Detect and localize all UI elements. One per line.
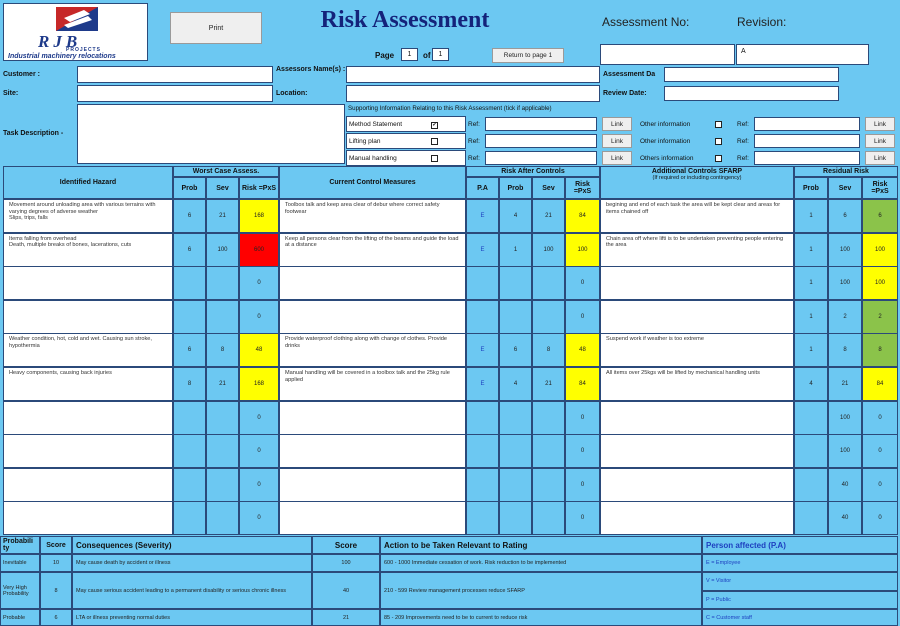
prob-after-value: 1 (499, 233, 532, 267)
supporting-item-label: Manual handling (346, 150, 466, 166)
residual-risk-value: 0 (862, 468, 898, 502)
page-label: Page (375, 51, 395, 60)
link-button[interactable]: Link (602, 134, 632, 148)
residual-risk-value: 0 (862, 501, 898, 535)
legend-score2: 21 (312, 609, 380, 626)
legend-score: 10 (40, 554, 72, 572)
residual-sev-value: 100 (828, 266, 862, 300)
ref-input[interactable] (754, 151, 860, 165)
additional-controls-cell[interactable]: Chain area off where lifti is to be undertaken preventing people entering the area (600, 233, 794, 267)
risk-value: 168 (239, 199, 279, 233)
link-button[interactable]: Link (602, 151, 632, 165)
residual-sev-value: 8 (828, 333, 862, 367)
residual-risk-value: 2 (862, 300, 898, 334)
customer-label: Customer : (3, 71, 40, 78)
assessment-date-input[interactable] (664, 67, 839, 82)
prob-value (173, 401, 206, 435)
supporting-checkbox[interactable] (715, 138, 722, 147)
residual-prob-value: 4 (794, 367, 828, 401)
prob-value (173, 434, 206, 468)
print-button[interactable]: Print (170, 12, 262, 44)
person-affected-value (466, 468, 499, 502)
logo-sub: PROJECTS (66, 47, 101, 53)
residual-prob-value: 1 (794, 199, 828, 233)
page-input[interactable]: 1 (401, 48, 418, 61)
header-additional-controls (600, 166, 794, 199)
residual-prob-value: 1 (794, 333, 828, 367)
sev-after-value (532, 468, 565, 502)
of-input[interactable]: 1 (432, 48, 449, 61)
legend-person: E = Employee (702, 554, 898, 572)
sev-value: 100 (206, 233, 239, 267)
task-description-label: Task Description - (3, 130, 64, 137)
header-risk-after: Risk After Controls (466, 166, 600, 177)
residual-sev-value: 100 (828, 233, 862, 267)
sev-value (206, 266, 239, 300)
legend-person: V = Visitor (702, 572, 898, 591)
assessors-input[interactable] (346, 66, 600, 83)
legend-consequence: May cause death by accident or illness (72, 554, 312, 572)
control-measures-cell[interactable]: Keep all persons clear from the lifting of the beams and guide the load at a distance (279, 233, 466, 267)
header-current-controls: Current Control Measures (279, 166, 466, 199)
hazard-cell[interactable] (3, 434, 173, 468)
checkbox-mark (715, 155, 722, 162)
residual-sev-value: 40 (828, 468, 862, 502)
control-measures-cell[interactable] (279, 434, 466, 468)
checkbox-mark (431, 155, 438, 162)
link-button[interactable]: Link (865, 134, 895, 148)
header-worst-case: Worst Case Assess. (173, 166, 279, 177)
supporting-checkbox[interactable] (715, 155, 722, 164)
person-affected-value: E (466, 233, 499, 267)
control-measures-cell[interactable] (279, 468, 466, 502)
residual-sev-value: 40 (828, 501, 862, 535)
checkbox-mark: ✔ (432, 122, 437, 128)
additional-controls-cell[interactable]: All items over 25kgs will be lifted by mechanical handling units (600, 367, 794, 401)
ref-label: Ref: (468, 155, 480, 162)
additional-controls-title: Additional Controls SFARP (651, 168, 743, 175)
risk-after-value: 100 (565, 233, 600, 267)
sev-after-value: 21 (532, 367, 565, 401)
residual-prob-value: 1 (794, 300, 828, 334)
hazard-cell[interactable]: Movement around unloading area with various terrains with varying degrees of adverse weather Slips, trips, falls (3, 199, 173, 233)
residual-sev-value: 100 (828, 434, 862, 468)
supporting-item-label: Method Statement (346, 116, 466, 132)
person-affected-value (466, 266, 499, 300)
prob-value: 6 (173, 333, 206, 367)
sev-after-value (532, 401, 565, 435)
additional-controls-cell[interactable]: begining and end of each task the area will be kept clear and areas for items chained off (600, 199, 794, 233)
residual-sev-value: 21 (828, 367, 862, 401)
person-affected-value: E (466, 367, 499, 401)
header-residual-risk: Residual Risk (794, 166, 898, 177)
assessment-no-label: Assessment No: (602, 15, 690, 29)
sev-after-value: 100 (532, 233, 565, 267)
link-button[interactable]: Link (865, 117, 895, 131)
ref-input[interactable] (485, 151, 597, 165)
additional-controls-cell[interactable] (600, 468, 794, 502)
legend-action: 85 - 209 Improvements need to be to current to reduce risk (380, 609, 702, 626)
ref-label: Ref: (737, 121, 749, 128)
hazard-cell[interactable]: Weather condition, hot, cold and wet. Causing sun stroke, hypothermia (3, 333, 173, 367)
person-affected-value (466, 401, 499, 435)
legend-consequence: May cause serious accident leading to a permanent disability or serious chronic illness (72, 572, 312, 609)
additional-controls-cell[interactable] (600, 434, 794, 468)
control-measures-cell[interactable] (279, 266, 466, 300)
person-affected-value (466, 501, 499, 535)
supporting-item-label: Other information (640, 121, 691, 128)
location-label: Location: (276, 90, 308, 97)
ref-label: Ref: (468, 138, 480, 145)
supporting-item-label: Others information (640, 155, 694, 162)
site-label: Site: (3, 90, 19, 97)
legend-probability: Very High Probability (0, 572, 40, 609)
ref-input[interactable] (485, 134, 597, 148)
ref-input[interactable] (485, 117, 597, 131)
risk-value: 168 (239, 367, 279, 401)
control-measures-cell[interactable]: Manual handling will be covered in a toolbox talk and the 25kg rule applied (279, 367, 466, 401)
hazard-cell[interactable] (3, 401, 173, 435)
legend-header-person: Person affected (P.A) (702, 536, 898, 554)
link-button[interactable]: Link (865, 151, 895, 165)
legend-header-consequences: Consequences (Severity) (72, 536, 312, 554)
legend-person: C = Customer staff (702, 609, 898, 626)
ref-label: Ref: (737, 155, 749, 162)
risk-value: 0 (239, 401, 279, 435)
risk-value: 0 (239, 468, 279, 502)
header-sev: Sev (532, 177, 565, 199)
prob-after-value (499, 266, 532, 300)
control-measures-cell[interactable]: Toolbox talk and keep area clear of debur where correct safety footwear (279, 199, 466, 233)
residual-risk-value: 8 (862, 333, 898, 367)
header-pa: P.A (466, 177, 499, 199)
checkbox-mark (715, 121, 722, 128)
hazard-cell[interactable] (3, 468, 173, 502)
prob-value (173, 501, 206, 535)
supporting-checkbox[interactable] (715, 121, 722, 130)
legend-score2: 40 (312, 572, 380, 609)
control-measures-cell[interactable] (279, 501, 466, 535)
legend-score: 6 (40, 609, 72, 626)
prob-value: 6 (173, 199, 206, 233)
hazard-cell[interactable] (3, 501, 173, 535)
additional-controls-subtitle: (If required or including contingency) (652, 175, 742, 181)
supporting-info-label: Supporting Information Relating to this Risk Assessment (tick if applicable) (348, 105, 552, 112)
legend-score2: 100 (312, 554, 380, 572)
supporting-checkbox[interactable] (431, 138, 438, 147)
hazard-cell[interactable] (3, 300, 173, 334)
prob-after-value: 4 (499, 367, 532, 401)
risk-after-value: 0 (565, 401, 600, 435)
residual-risk-value: 100 (862, 233, 898, 267)
ref-label: Ref: (737, 138, 749, 145)
revision-input[interactable]: A (736, 44, 869, 65)
prob-value (173, 266, 206, 300)
residual-risk-value: 0 (862, 434, 898, 468)
supporting-item-label: Lifting plan (346, 133, 466, 149)
legend-score: 8 (40, 572, 72, 609)
assessment-no-input[interactable] (600, 44, 735, 65)
risk-after-value: 84 (565, 199, 600, 233)
risk-after-value: 0 (565, 501, 600, 535)
risk-after-value: 0 (565, 300, 600, 334)
prob-after-value: 6 (499, 333, 532, 367)
sev-value (206, 401, 239, 435)
page-title: Risk Assessment (320, 7, 490, 33)
residual-prob-value (794, 434, 828, 468)
sev-after-value (532, 501, 565, 535)
residual-risk-value: 0 (862, 401, 898, 435)
risk-value: 0 (239, 434, 279, 468)
prob-after-value (499, 501, 532, 535)
residual-prob-value (794, 501, 828, 535)
prob-value (173, 300, 206, 334)
sev-after-value (532, 266, 565, 300)
header-prob: Prob (173, 177, 206, 199)
additional-controls-cell[interactable] (600, 300, 794, 334)
sev-value: 21 (206, 199, 239, 233)
sev-after-value: 21 (532, 199, 565, 233)
person-affected-value (466, 434, 499, 468)
risk-value: 0 (239, 501, 279, 535)
sev-value (206, 434, 239, 468)
flag-logo-icon (4, 4, 149, 34)
residual-risk-value: 84 (862, 367, 898, 401)
risk-after-value: 48 (565, 333, 600, 367)
legend-probability: Inevitable (0, 554, 40, 572)
legend-consequence: LTA or illness preventing normal duties (72, 609, 312, 626)
prob-after-value (499, 401, 532, 435)
person-affected-value (466, 300, 499, 334)
prob-value (173, 468, 206, 502)
sev-value (206, 468, 239, 502)
residual-sev-value: 6 (828, 199, 862, 233)
ref-input[interactable] (754, 134, 860, 148)
logo-text: RJB (38, 32, 82, 51)
header-prob: Prob (499, 177, 532, 199)
sev-value: 8 (206, 333, 239, 367)
risk-value: 0 (239, 266, 279, 300)
sev-value (206, 300, 239, 334)
additional-controls-cell[interactable] (600, 266, 794, 300)
prob-value: 6 (173, 233, 206, 267)
revision-label: Revision: (737, 15, 787, 29)
person-affected-value: E (466, 333, 499, 367)
additional-controls-cell[interactable]: Suspend work if weather is too extreme (600, 333, 794, 367)
review-date-label: Review Date: (603, 90, 647, 97)
hazard-cell[interactable]: Items falling from overhead Death, multiple breaks of bones, lacerations, cuts (3, 233, 173, 267)
sev-after-value: 8 (532, 333, 565, 367)
checkbox-mark (715, 138, 722, 145)
ref-input[interactable] (754, 117, 860, 131)
header-sev: Sev (828, 177, 862, 199)
location-input[interactable] (346, 85, 600, 102)
risk-value: 48 (239, 333, 279, 367)
ref-label: Ref: (468, 121, 480, 128)
residual-risk-value: 100 (862, 266, 898, 300)
hazard-cell[interactable] (3, 266, 173, 300)
residual-sev-value: 100 (828, 401, 862, 435)
checkbox-mark (431, 138, 438, 145)
legend-action: 600 - 1000 Immediate cessation of work. Risk reduction to be implemented (380, 554, 702, 572)
prob-after-value (499, 300, 532, 334)
header-risk: Risk =PxS (565, 177, 600, 199)
person-affected-value: E (466, 199, 499, 233)
legend-probability: Probable (0, 609, 40, 626)
header-risk: Risk =PxS (239, 177, 279, 199)
residual-prob-value (794, 468, 828, 502)
additional-controls-cell[interactable] (600, 401, 794, 435)
sev-after-value (532, 434, 565, 468)
residual-prob-value: 1 (794, 233, 828, 267)
link-button[interactable]: Link (602, 117, 632, 131)
header-sev: Sev (206, 177, 239, 199)
residual-risk-value: 6 (862, 199, 898, 233)
legend-header-probability: Probabili ty (0, 536, 40, 554)
task-description-input[interactable] (77, 104, 345, 164)
legend-action: 210 - 599 Review management processes reduce SFARP (380, 572, 702, 609)
residual-prob-value (794, 401, 828, 435)
control-measures-cell[interactable] (279, 401, 466, 435)
risk-value: 600 (239, 233, 279, 267)
header-risk: Risk =PxS (862, 177, 898, 199)
sev-after-value (532, 300, 565, 334)
header-prob: Prob (794, 177, 828, 199)
customer-input[interactable] (77, 66, 273, 83)
risk-after-value: 0 (565, 468, 600, 502)
risk-after-value: 84 (565, 367, 600, 401)
legend-header-score2: Score (312, 536, 380, 554)
sev-value (206, 501, 239, 535)
residual-sev-value: 2 (828, 300, 862, 334)
prob-after-value: 4 (499, 199, 532, 233)
assessment-date-label: Assessment Da (603, 71, 656, 78)
risk-value: 0 (239, 300, 279, 334)
site-input[interactable] (77, 85, 273, 102)
additional-controls-cell[interactable] (600, 501, 794, 535)
sev-value: 21 (206, 367, 239, 401)
residual-prob-value: 1 (794, 266, 828, 300)
of-label: of (423, 51, 431, 60)
legend-header-score: Score (40, 536, 72, 554)
legend-header-action: Action to be Taken Relevant to Rating (380, 536, 702, 554)
hazard-cell[interactable]: Heavy components, causing back injuries (3, 367, 173, 401)
prob-after-value (499, 434, 532, 468)
supporting-checkbox[interactable] (431, 121, 438, 129)
risk-after-value: 0 (565, 266, 600, 300)
assessors-label: Assessors Name(s) : (276, 66, 346, 73)
company-logo (3, 3, 148, 61)
risk-after-value: 0 (565, 434, 600, 468)
return-to-page-button[interactable]: Return to page 1 (492, 48, 564, 63)
supporting-checkbox[interactable] (431, 155, 438, 164)
control-measures-cell[interactable]: Provide waterproof clothing along with change of clothes. Provide drinks (279, 333, 466, 367)
prob-after-value (499, 468, 532, 502)
review-date-input[interactable] (664, 86, 839, 101)
logo-tagline: Industrial machinery relocations (8, 53, 116, 60)
legend-person: P = Public (702, 591, 898, 610)
header-identified-hazard: Identified Hazard (3, 166, 173, 199)
supporting-item-label: Other information (640, 138, 691, 145)
prob-value: 8 (173, 367, 206, 401)
control-measures-cell[interactable] (279, 300, 466, 334)
